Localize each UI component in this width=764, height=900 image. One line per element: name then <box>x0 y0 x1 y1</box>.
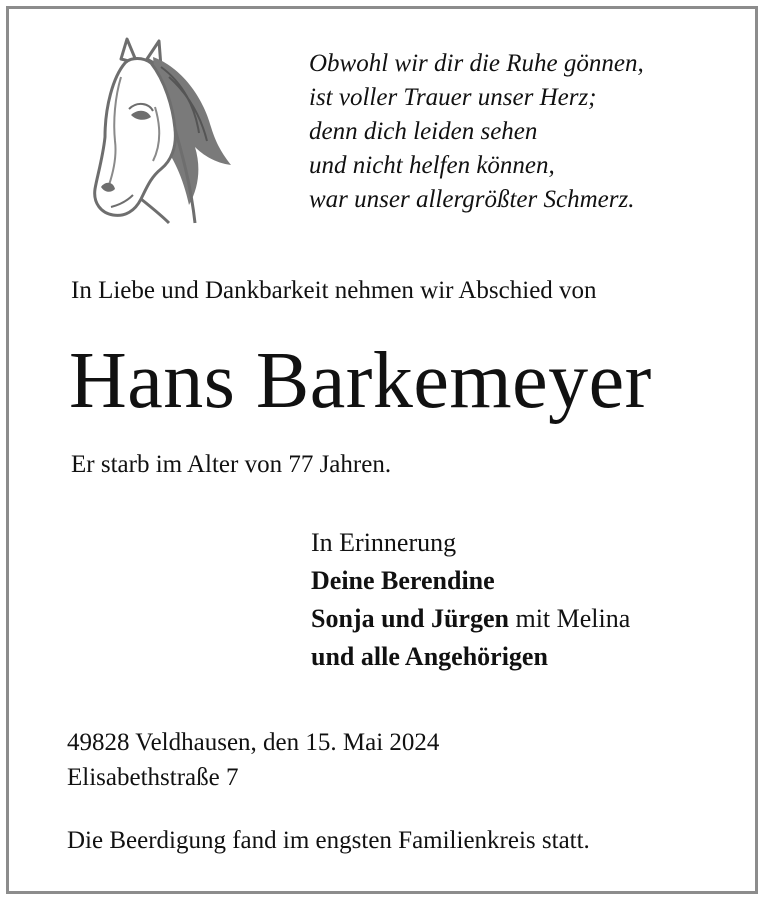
place-date: 49828 Veldhausen, den 15. Mai 2024 <box>67 729 440 756</box>
poem-line: ist voller Trauer unser Herz; <box>309 84 597 111</box>
poem-line: und nicht helfen können, <box>309 152 555 179</box>
poem-line: denn dich leiden sehen <box>309 118 538 145</box>
family-line-1: Deine Berendine <box>311 566 495 595</box>
age-line: Er starb im Alter von 77 Jahren. <box>71 451 392 478</box>
horse-head-icon <box>91 37 241 227</box>
family-heading: In Erinnerung <box>311 528 457 557</box>
street-address: Elisabethstraße 7 <box>67 764 239 791</box>
intro-text: In Liebe und Dankbarkeit nehmen wir Abschied von <box>71 277 597 304</box>
obituary-notice <box>6 6 758 894</box>
poem-line: Obwohl wir dir die Ruhe gönnen, <box>309 50 644 77</box>
deceased-name: Hans Barkemeyer <box>69 337 652 425</box>
poem <box>309 47 644 217</box>
funeral-note: Die Beerdigung fand im engsten Familienkreis statt. <box>67 827 590 854</box>
family-line-2-rest: mit Melina <box>508 604 631 633</box>
poem-line: war unser allergrößter Schmerz. <box>309 186 635 213</box>
family-line-2-names: Sonja und Jürgen <box>311 604 509 633</box>
family-signature <box>311 524 630 676</box>
location-block <box>67 725 439 795</box>
family-line-3: und alle Angehörigen <box>311 642 548 671</box>
